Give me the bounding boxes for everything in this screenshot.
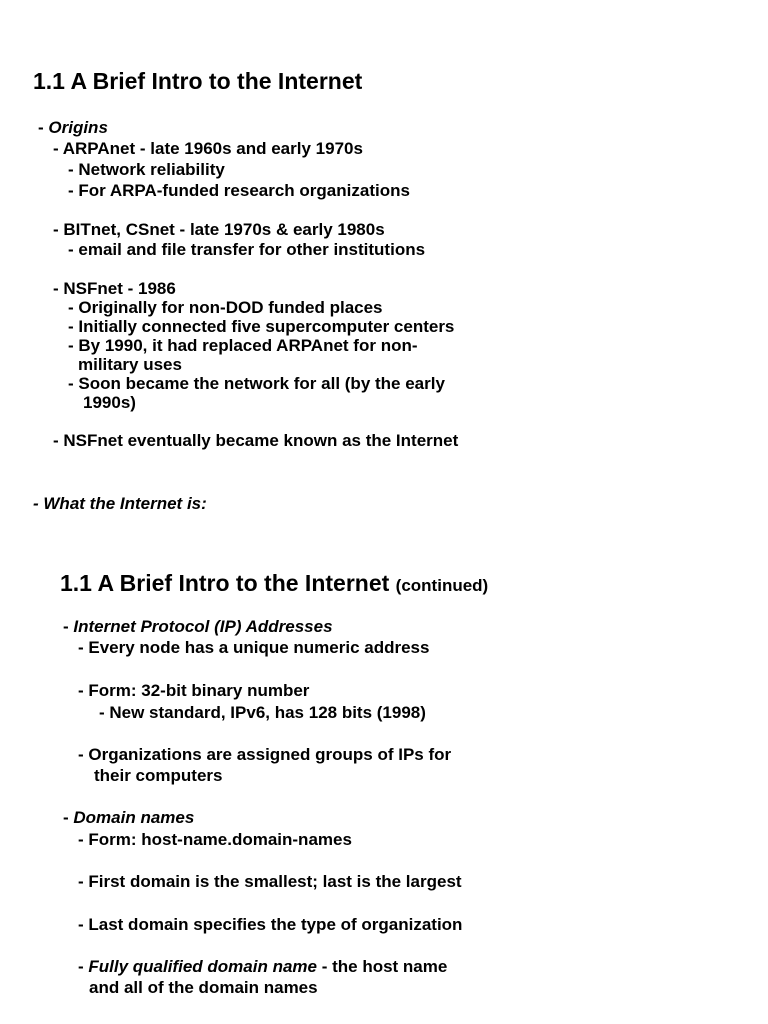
nsfnet-became-internet: - NSFnet eventually became known as the Internet	[53, 431, 459, 450]
domain-label: Domain names	[73, 808, 195, 827]
nsfnet-bullet-all-line2: 1990s)	[83, 393, 136, 412]
origins-label: Origins	[48, 118, 108, 137]
ip-prefix: -	[63, 617, 74, 636]
arpanet-bullet-funded: - For ARPA-funded research organizations	[68, 181, 410, 200]
page2-title-text: 1.1 A Brief Intro to the Internet	[60, 570, 390, 596]
ip-heading	[63, 617, 333, 637]
ip-bullet-orgs-line2: their computers	[94, 766, 223, 785]
page2-title-continued: (continued)	[395, 576, 489, 595]
arpanet-bullet-reliability: - Network reliability	[68, 160, 225, 179]
fqdn-prefix: -	[78, 957, 89, 976]
nsfnet-bullet-1990-line2: military uses	[78, 355, 182, 374]
domain-bullet-form: - Form: host-name.domain-names	[78, 830, 352, 849]
nsfnet-bullet-supercomputers: - Initially connected five supercomputer centers	[68, 317, 455, 336]
domain-bullet-type: - Last domain specifies the type of organization	[78, 915, 463, 934]
what-internet-is-heading: - What the Internet is:	[33, 494, 207, 513]
nsfnet-item: - NSFnet - 1986	[53, 279, 176, 298]
page1-title: 1.1 A Brief Intro to the Internet	[33, 68, 363, 94]
ip-bullet-form: - Form: 32-bit binary number	[78, 681, 310, 700]
bitnet-item: - BITnet, CSnet - late 1970s & early 1980s	[53, 220, 385, 239]
fqdn-term: Fully qualified domain name	[88, 957, 317, 976]
ip-bullet-ipv6: - New standard, IPv6, has 128 bits (1998)	[99, 703, 426, 722]
nsfnet-bullet-1990-line1: - By 1990, it had replaced ARPAnet for non-	[68, 336, 418, 355]
fqdn-rest: - the host name	[316, 957, 448, 976]
bitnet-bullet-email: - email and file transfer for other institutions	[68, 240, 426, 259]
domain-prefix: -	[63, 808, 74, 827]
arpanet-item: - ARPAnet - late 1960s and early 1970s	[53, 139, 363, 158]
ip-bullet-orgs-line1: - Organizations are assigned groups of IPs for	[78, 745, 452, 764]
domain-bullet-smallest: - First domain is the smallest; last is the largest	[78, 872, 462, 891]
origins-prefix: -	[38, 118, 49, 137]
domain-bullet-fqdn-line1	[78, 957, 447, 977]
origins-heading	[38, 118, 108, 138]
ip-label: Internet Protocol (IP) Addresses	[73, 617, 333, 636]
nsfnet-bullet-all-line1: - Soon became the network for all (by the early	[68, 374, 445, 393]
ip-bullet-unique: - Every node has a unique numeric address	[78, 638, 430, 657]
nsfnet-bullet-nondod: - Originally for non-DOD funded places	[68, 298, 383, 317]
domain-names-heading	[63, 808, 194, 828]
domain-bullet-fqdn-line2: and all of the domain names	[89, 978, 318, 997]
page2-title	[60, 569, 488, 600]
